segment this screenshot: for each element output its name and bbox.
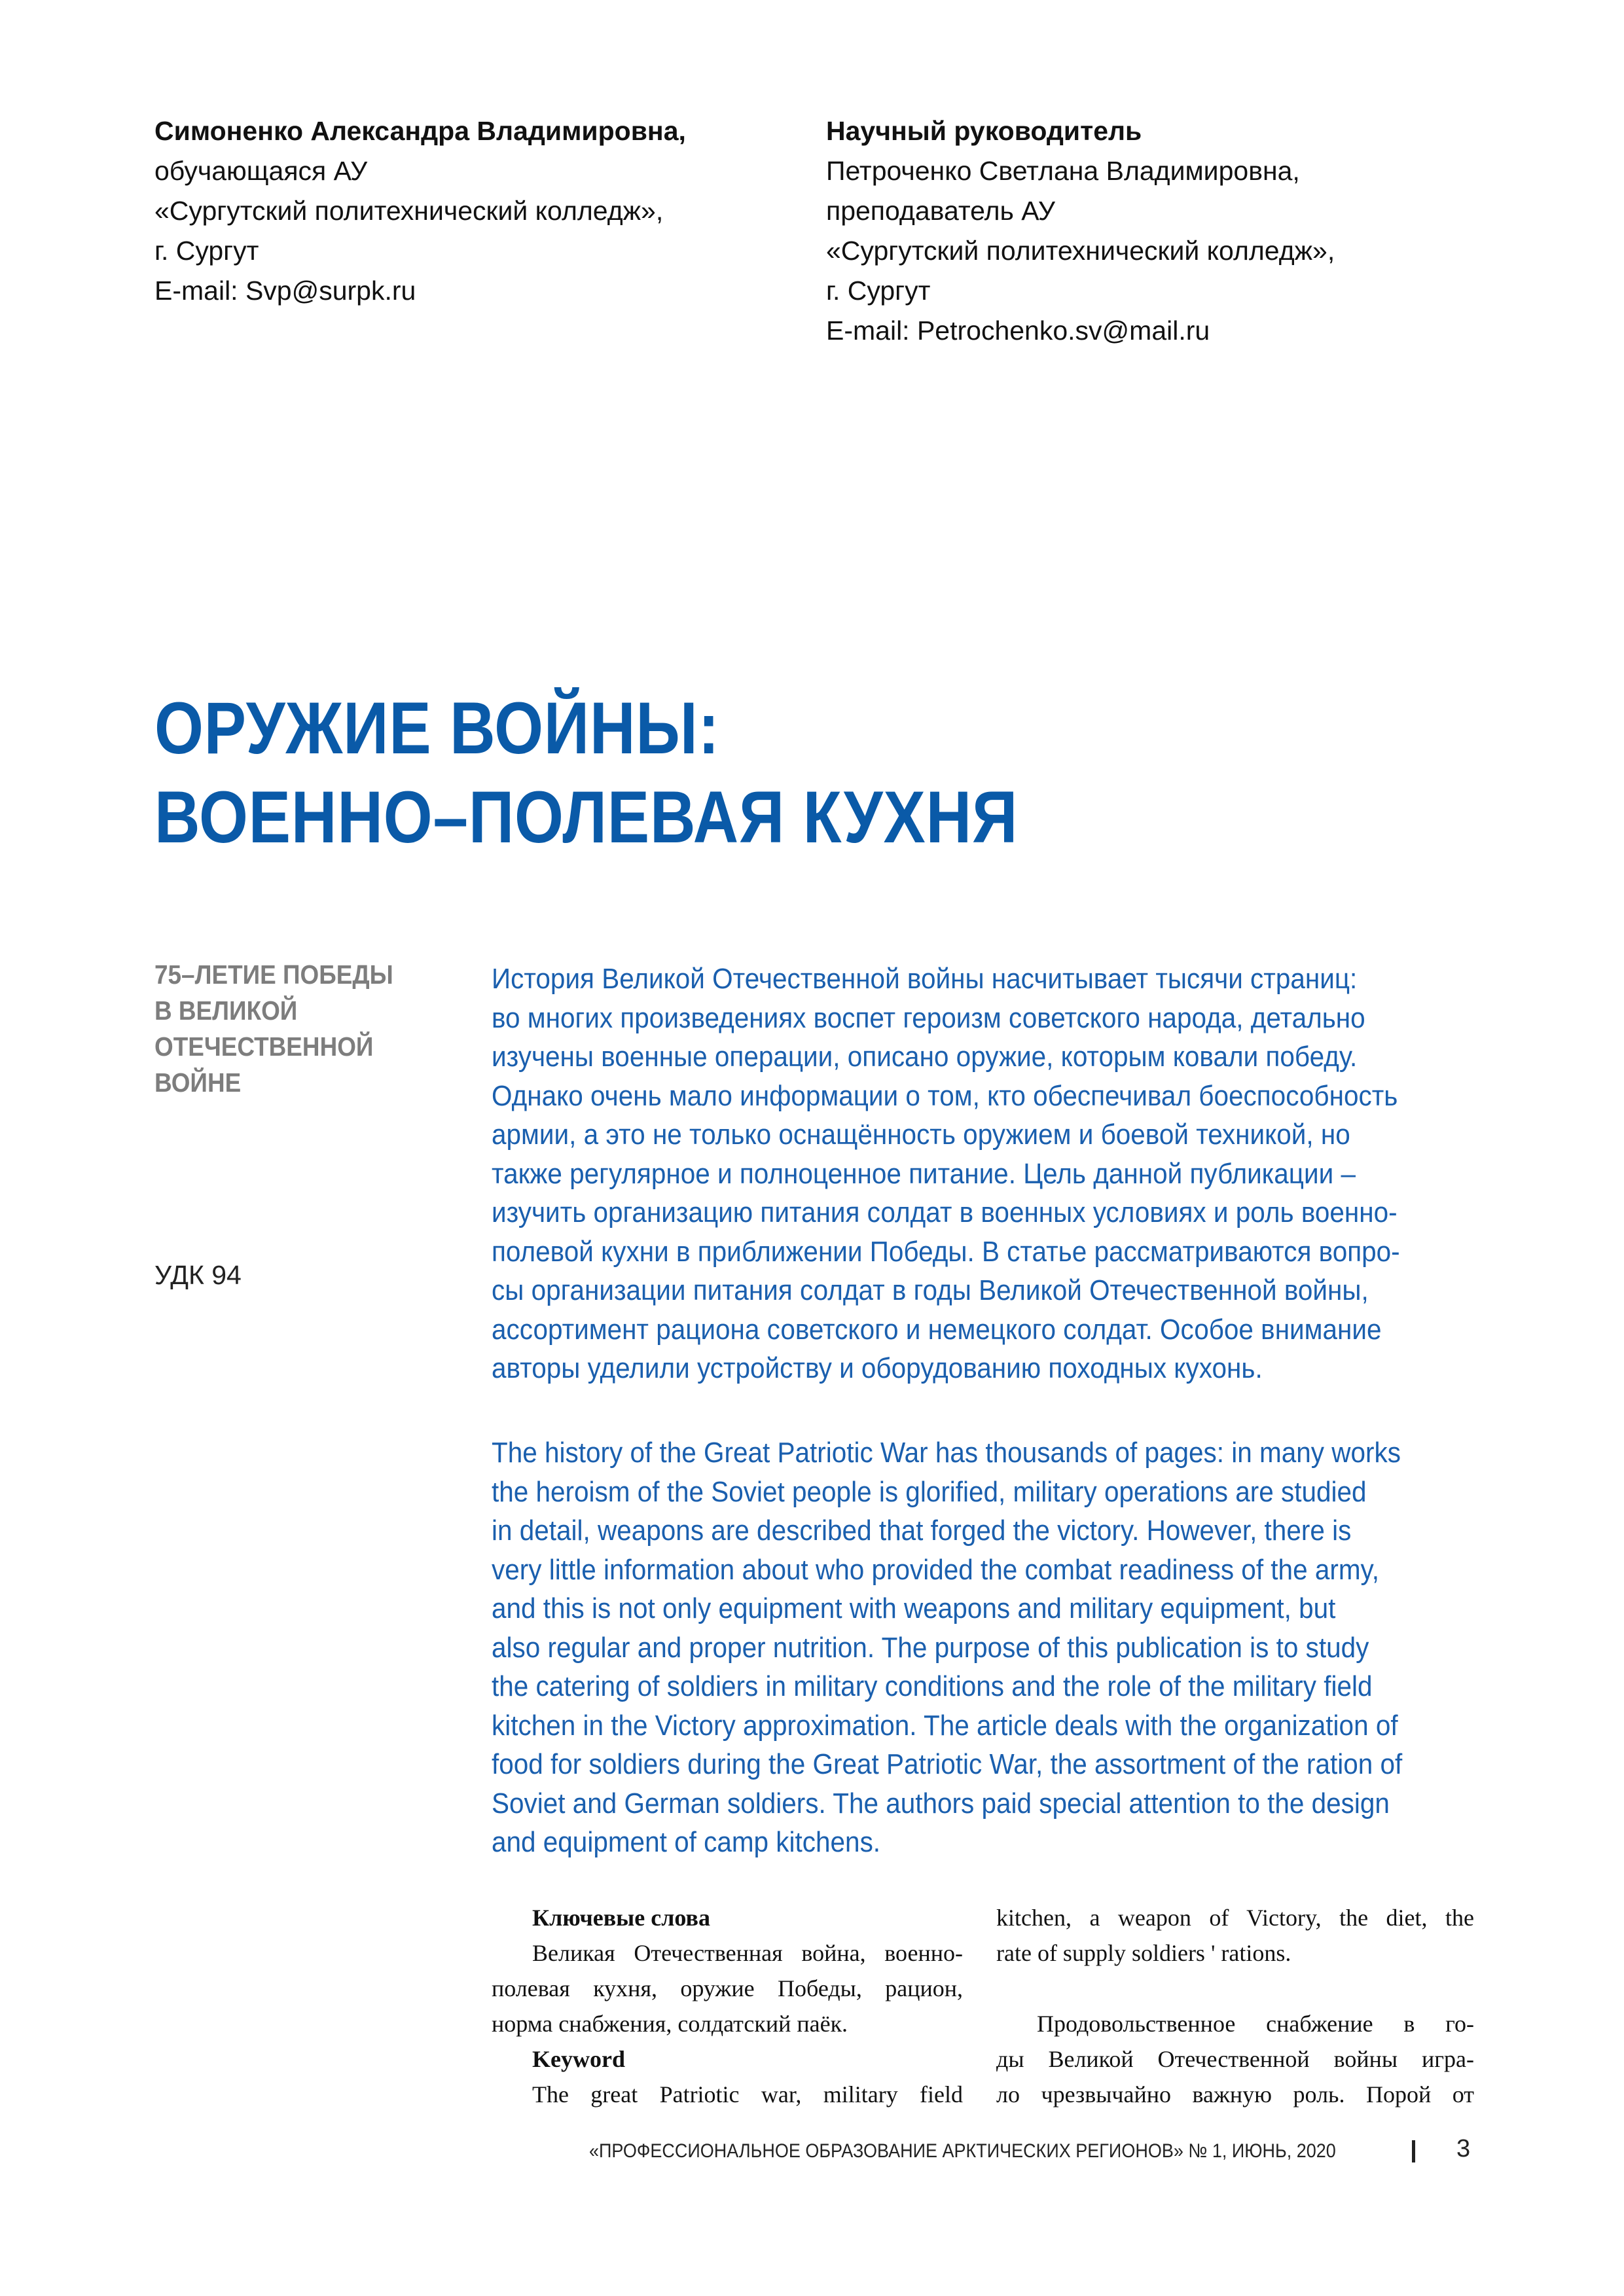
abstract-line: авторы уделили устройству и оборудованию походных кухонь. <box>492 1352 1263 1384</box>
author-email: E-mail: Svp@surpk.ru <box>154 276 416 306</box>
keywords-line: полевая кухня, оружие Победы, рацион, <box>492 1975 963 2001</box>
rubric-label <box>154 957 420 1101</box>
abstract-line: полевой кухни в приближении Победы. В статье рассматриваются вопро- <box>492 1235 1400 1268</box>
abstract-line: also regular and proper nutrition. The purpose of this publication is to study <box>492 1631 1369 1664</box>
keywords-line: The great Patriotic war, military field <box>532 2081 963 2108</box>
advisor-heading: Научный руководитель <box>826 116 1142 146</box>
abstract-english <box>492 1433 1473 1862</box>
abstract-line: and equipment of camp kitchens. <box>492 1826 881 1858</box>
abstract-line: ассортимент рациона советского и немецкого солдат. Особое внимание <box>492 1313 1382 1346</box>
advisor-email: E-mail: Petrochenko.sv@mail.ru <box>826 315 1210 346</box>
abstract-line: The history of the Great Patriotic War has thousands of pages: in many works <box>492 1437 1401 1469</box>
rubric-line: 75–ЛЕТИЕ ПОБЕДЫ <box>154 960 393 990</box>
abstract-line: армии, а это не только оснащённость оружием и боевой техникой, но <box>492 1119 1350 1151</box>
keywords-line: kitchen, a weapon of Victory, the diet, the <box>996 1905 1474 1931</box>
article-title <box>154 684 1159 862</box>
abstract-line: изучены военные операции, описано оружие, которым ковали победу. <box>492 1041 1358 1073</box>
journal-name: «ПРОФЕССИОНАЛЬНОЕ ОБРАЗОВАНИЕ АРКТИЧЕСКИХ РЕГИОНОВ» № 1, ИЮНЬ, 2020 <box>589 2140 1336 2162</box>
paragraph-spacer <box>996 1971 1474 2006</box>
keywords-heading-en: Keyword <box>532 2046 625 2072</box>
rubric-line: В ВЕЛИКОЙ <box>154 996 298 1026</box>
author-line: г. Сургут <box>154 236 259 266</box>
keywords-heading-ru: Ключевые слова <box>532 1905 710 1931</box>
title-line: ОРУЖИЕ ВОЙНЫ: <box>154 687 720 769</box>
advisor-line: преподаватель АУ <box>826 196 1055 226</box>
abstract-line: Однако очень мало информации о том, кто обеспечивал боеспособность <box>492 1079 1398 1112</box>
author-name: Симоненко Александра Владимировна, <box>154 116 686 146</box>
advisor-line: «Сургутский политехнический колледж», <box>826 236 1335 266</box>
abstract-line: and this is not only equipment with weapons and military equipment, but <box>492 1592 1336 1624</box>
abstract-line: the heroism of the Soviet people is glorified, military operations are studied <box>492 1475 1367 1508</box>
abstract-russian <box>492 960 1473 1388</box>
page-number: 3 <box>1456 2135 1471 2162</box>
abstract-line: изучить организацию питания солдат в военных условиях и роль военно- <box>492 1196 1398 1229</box>
body-column-right <box>996 1900 1474 2112</box>
abstract-line: food for soldiers during the Great Patriotic War, the assortment of the ration of <box>492 1748 1403 1780</box>
body-column-left <box>492 1900 963 2112</box>
udk-code: УДК 94 <box>154 1260 242 1290</box>
abstract-line: также регулярное и полноценное питание. Цель данной публикации – <box>492 1157 1356 1190</box>
body-line: Продовольственное снабжение в го- <box>1037 2011 1474 2037</box>
advisor-line: г. Сургут <box>826 276 931 306</box>
page-footer <box>589 2140 1473 2162</box>
advisor-name: Петроченко Светлана Владимировна, <box>826 156 1300 186</box>
advisor-info <box>826 111 1481 351</box>
keywords-line: Великая Отечественная война, военно- <box>532 1940 963 1966</box>
author-line: обучающаяся АУ <box>154 156 368 186</box>
author-info <box>154 111 744 311</box>
abstract-line: in detail, weapons are described that forged the victory. However, there is <box>492 1515 1352 1547</box>
footer-divider <box>1412 2140 1415 2162</box>
abstract-line: во многих произведениях воспет героизм советского народа, детально <box>492 1001 1365 1034</box>
rubric-line: ВОЙНЕ <box>154 1067 242 1098</box>
abstract-line: kitchen in the Victory approximation. The article deals with the organization of <box>492 1709 1398 1742</box>
abstract-line: the catering of soldiers in military conditions and the role of the military field <box>492 1670 1373 1702</box>
title-line: ВОЕННО–ПОЛЕВАЯ КУХНЯ <box>154 776 1019 858</box>
abstract-line: сы организации питания солдат в годы Великой Отечественной войны, <box>492 1274 1369 1306</box>
author-line: «Сургутский политехнический колледж», <box>154 196 664 226</box>
rubric-line: ОТЕЧЕСТВЕННОЙ <box>154 1031 374 1062</box>
body-line: ды Великой Отечественной войны игра- <box>996 2046 1474 2072</box>
abstract-line: very little information about who provided the combat readiness of the army, <box>492 1553 1380 1586</box>
keywords-line: rate of supply soldiers ' rations. <box>996 1940 1291 1966</box>
keywords-line: норма снабжения, солдатский паёк. <box>492 2011 848 2037</box>
body-line: ло чрезвычайно важную роль. Порой от <box>996 2081 1474 2108</box>
abstract-line: Soviet and German soldiers. The authors paid special attention to the design <box>492 1787 1390 1820</box>
abstract-line: История Великой Отечественной войны насчитывает тысячи страниц: <box>492 963 1358 995</box>
